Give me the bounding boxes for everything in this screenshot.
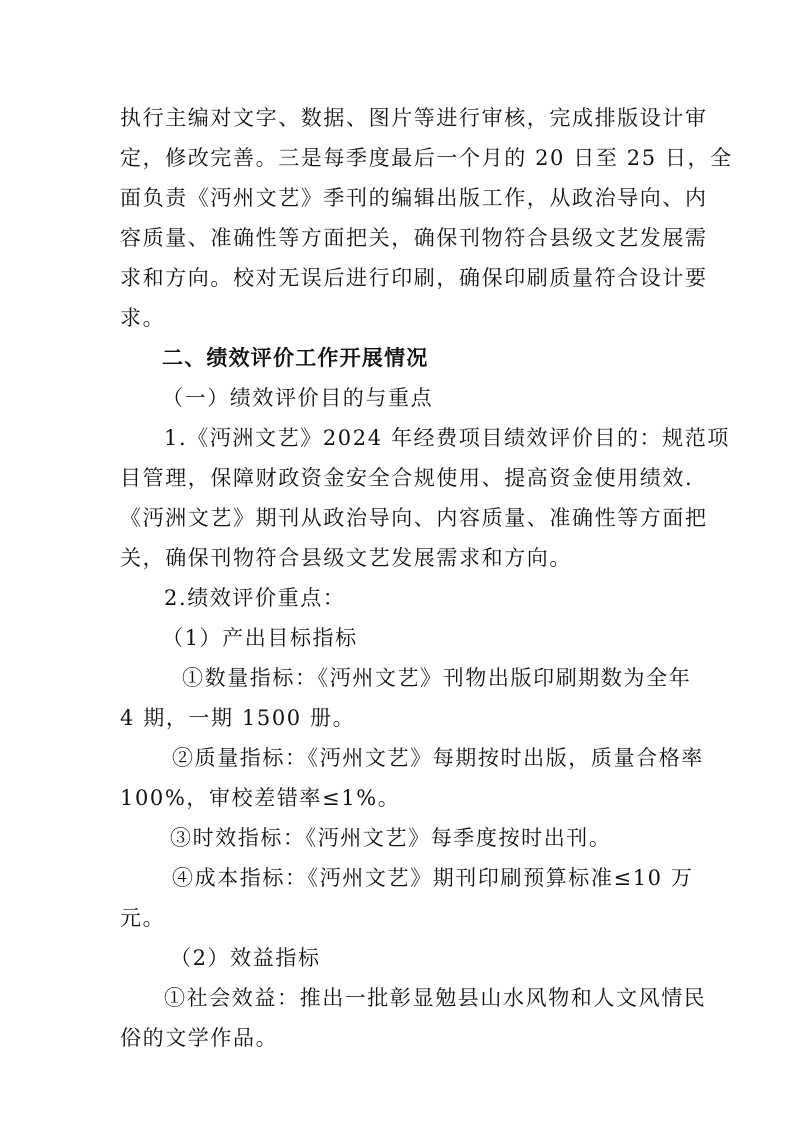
body-text-line: 元。 (120, 906, 166, 930)
list-item: ①社会效益：推出一批彰显勉县山水风物和人文风情民 (164, 986, 707, 1010)
body-text-line: 容质量、准确性等方面把关，确保刊物符合县级文艺发展需 (120, 226, 708, 250)
list-item: ②质量指标：《沔州文艺》每期按时出版，质量合格率 (172, 746, 704, 770)
list-item: ①数量指标：《沔州文艺》刊物出版印刷期数为全年 (182, 666, 692, 690)
list-item: ③时效指标：《沔州文艺》每季度按时出刊。 (170, 826, 612, 850)
body-text-line: 目管理，保障财政资金安全合规使用、提高资金使用绩效. (120, 466, 694, 490)
list-heading: （2）效益指标 (170, 946, 321, 970)
body-text-line: 求和方向。校对无误后进行印刷，确保印刷质量符合设计要 (120, 266, 708, 290)
section-heading: 二、绩效评价工作开展情况 (162, 346, 429, 370)
subsection-heading: （一）绩效评价目的与重点 (162, 386, 434, 410)
body-text-line: 关，确保刊物符合县级文艺发展需求和方向。 (120, 546, 572, 570)
body-text-line: 定，修改完善。三是每季度最后一个月的 20 日至 25 日，全 (120, 146, 733, 170)
body-text-line: 4 期，一期 1500 册。 (120, 706, 356, 730)
list-item: ④成本指标：《沔州文艺》期刊印刷预算标准≤10 万 (172, 866, 694, 890)
body-text-line: 100%，审校差错率≤1%。 (120, 786, 401, 810)
body-text-line: 2.绩效评价重点： (164, 586, 346, 610)
body-text-line: 1.《沔洲文艺》2024 年经费项目绩效评价目的：规范项 (164, 426, 730, 450)
body-text-line: 俗的文学作品。 (120, 1026, 279, 1050)
body-text-line: 面负责《沔州文艺》季刊的编辑出版工作，从政治导向、内 (120, 186, 708, 210)
body-text-line: 《沔洲文艺》期刊从政治导向、内容质量、准确性等方面把 (120, 506, 708, 530)
list-heading: （1）产出目标指标 (162, 626, 358, 650)
body-text-line: 执行主编对文字、数据、图片等进行审核，完成排版设计审 (120, 106, 708, 130)
body-text-line: 求。 (120, 306, 166, 330)
